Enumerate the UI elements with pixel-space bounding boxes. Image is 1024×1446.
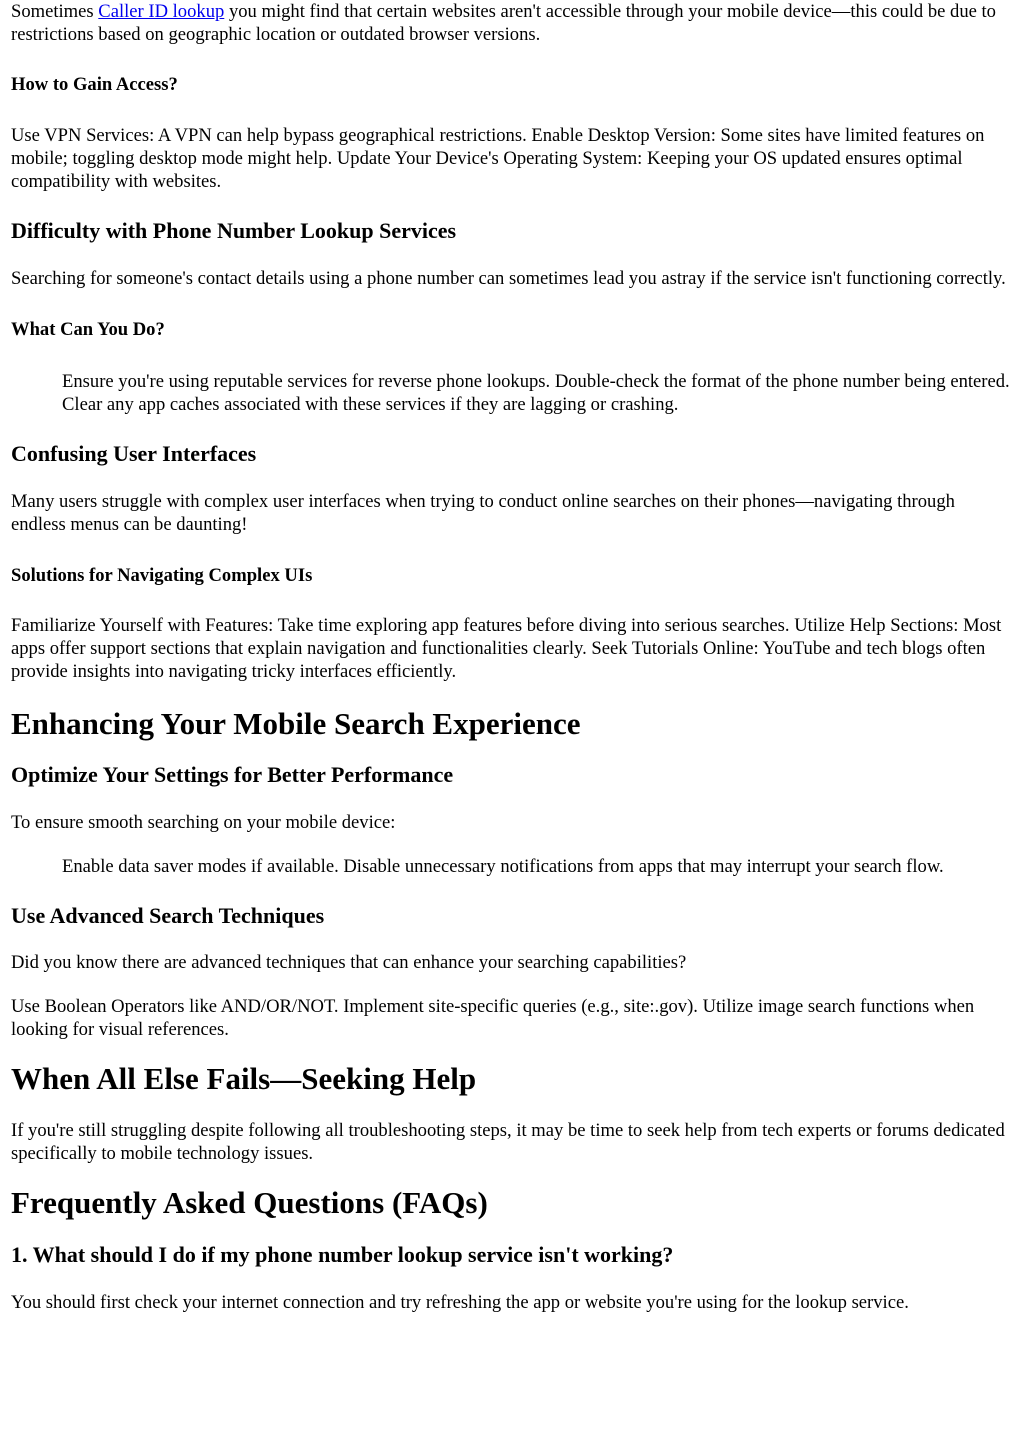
optimize-body: To ensure smooth searching on your mobile device:: [11, 812, 396, 833]
advanced-body-1: Did you know there are advanced techniques that can enhance your searching capabilities?: [11, 952, 687, 973]
lookup-difficulty-body: Searching for someone's contact details using a phone number can sometimes lead you astray if the service isn't functioning correctly.: [11, 268, 1006, 289]
optimize-heading: Optimize Your Settings for Better Performance: [11, 762, 454, 787]
confusing-ui-heading: Confusing User Interfaces: [11, 441, 257, 466]
ui-solutions-body: Familiarize Yourself with Features: Take time exploring app features before diving into serious searches. Utilize Help Sections: Most apps offer support sections that explain navigation and functionalities clearly. Seek Tutorials Online: YouTube and tech blogs often provide insights into navigating tricky interfaces efficiently.: [11, 615, 1002, 682]
gain-access-body: Use VPN Services: A VPN can help bypass geographical restrictions. Enable Desktop Version: Some sites have limited features on mobile; toggling desktop mode might help. Update Your Device's Operating System: Keeping your OS updated ensures optimal compatibility with websites.: [11, 125, 985, 192]
ui-solutions-heading: Solutions for Navigating Complex UIs: [11, 565, 313, 586]
seeking-help-heading: When All Else Fails—Seeking Help: [11, 1061, 477, 1096]
gain-access-heading: How to Gain Access?: [11, 74, 178, 95]
intro-paragraph: [11, 0, 1013, 46]
faq-heading: Frequently Asked Questions (FAQs): [11, 1185, 488, 1220]
faq-answer-1: You should first check your internet connection and try refreshing the app or website you're using for the lookup service.: [11, 1292, 909, 1313]
optimize-list: Enable data saver modes if available. Disable unnecessary notifications from apps that may interrupt your search flow.: [62, 856, 944, 877]
what-can-you-do-heading: What Can You Do?: [11, 319, 165, 340]
advanced-heading: Use Advanced Search Techniques: [11, 903, 325, 928]
caller-id-lookup-link[interactable]: Caller ID lookup: [98, 1, 225, 22]
faq-question-1: 1. What should I do if my phone number lookup service isn't working?: [11, 1242, 674, 1267]
what-can-you-do-list: Ensure you're using reputable services for reverse phone lookups. Double-check the format of the phone number being entered. Clear any app caches associated with these services if they are lagging or crashing.: [62, 371, 1010, 415]
seeking-help-body: If you're still struggling despite following all troubleshooting steps, it may be time to seek help from tech experts or forums dedicated specifically to mobile technology issues.: [11, 1120, 1005, 1164]
enhancing-heading: Enhancing Your Mobile Search Experience: [11, 706, 581, 741]
lookup-difficulty-heading: Difficulty with Phone Number Lookup Services: [11, 218, 457, 243]
confusing-ui-body: Many users struggle with complex user interfaces when trying to conduct online searches on their phones—navigating through endless menus can be daunting!: [11, 491, 955, 535]
advanced-body-2: Use Boolean Operators like AND/OR/NOT. Implement site-specific queries (e.g., site:.gov). Utilize image search functions when looking for visual references.: [11, 996, 975, 1040]
intro-text-after: you might find that certain websites aren't accessible through your mobile device—this could be due to restrictions based on geographic location or outdated browser versions.: [11, 1, 996, 45]
intro-text-before: Sometimes: [11, 1, 99, 22]
